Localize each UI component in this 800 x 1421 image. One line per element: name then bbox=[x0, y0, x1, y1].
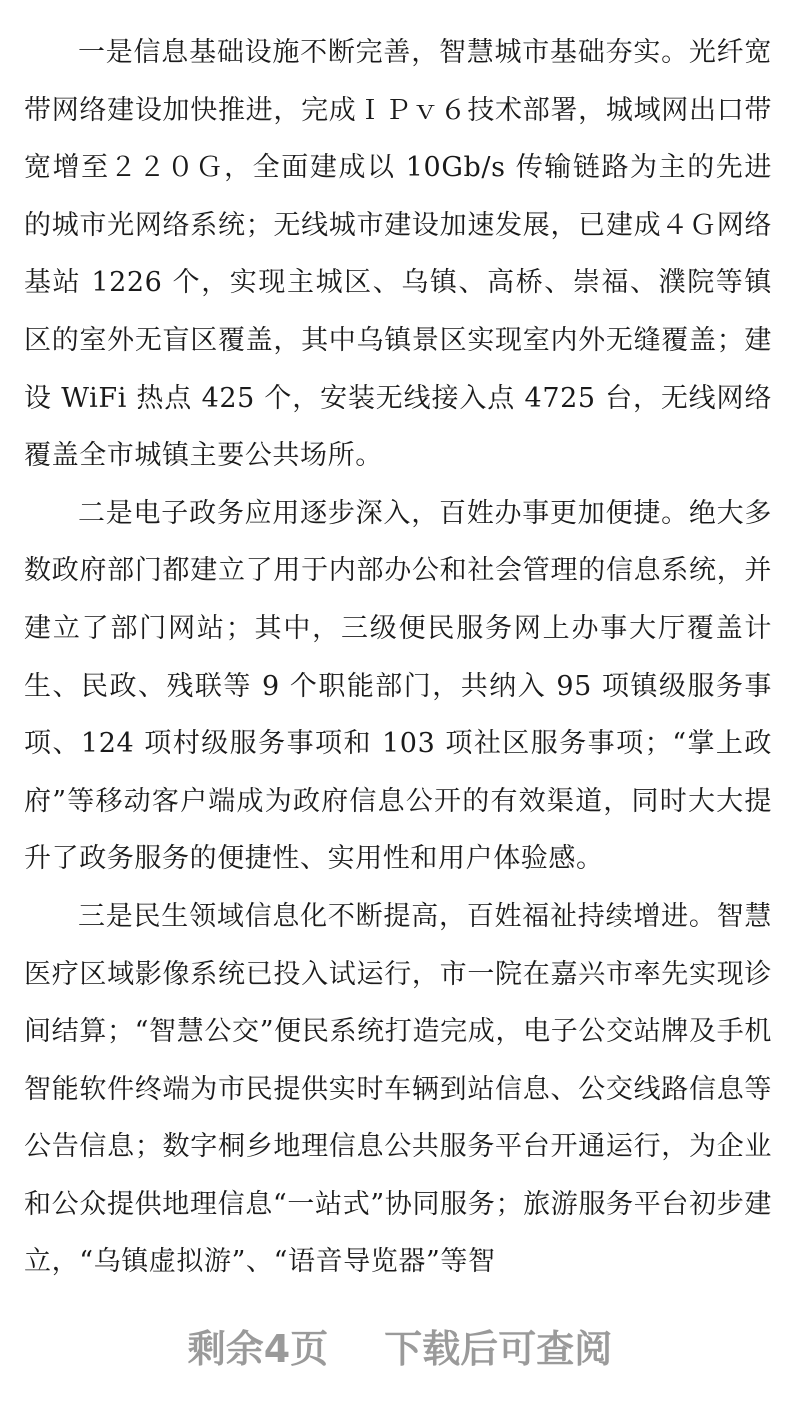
remaining-pages-label[interactable]: 剩余4页 bbox=[187, 1326, 329, 1371]
paragraph-livelihood: 三是民生领域信息化不断提高，百姓福祉持续增进。智慧医疗区域影像系统已投入试运行，市一院在嘉兴市率先实现诊间结算；“智慧公交”便民系统打造完成，电子公交站牌及手机智能软件终端为市民提供实时车辆到站信息、公交线路信息等公告信息；数字桐乡地理信息公共服务平台开通运行，为企业和公众提供地理信息“一站式”协同服务；旅游服务平台初步建立，“乌镇虚拟游”、“语音导览器”等智 bbox=[24, 900, 772, 1278]
download-prompt-banner[interactable] bbox=[0, 1315, 800, 1375]
paragraph-e-government: 二是电子政务应用逐步深入，百姓办事更加便捷。绝大多数政府部门都建立了用于内部办公和社会管理的信息系统，并建立了部门网站；其中，三级便民服务网上办事大厅覆盖计生、民政、残联等 9 个职能部门，共纳入 95 项镇级服务事项、124 项村级服务事项和 103 项社区服务事项；“掌上政府”等移动客户端成为政府信息公开的有效渠道，同时大大提升了政务服务的便捷性、实用性和用户体验感。 bbox=[24, 497, 772, 875]
paragraph-infrastructure: 一是信息基础设施不断完善，智慧城市基础夯实。光纤宽带网络建设加快推进，完成ＩＰｖ６技术部署，城域网出口带宽增至２２０Ｇ，全面建成以 10Gb/s 传输链路为主的先进的城市光网络系统；无线城市建设加速发展，已建成４Ｇ网络基站 1226 个，实现主城区、乌镇、高桥、崇福、濮院等镇区的室外无盲区覆盖，其中乌镇景区实现室内外无缝覆盖；建设 WiFi 热点 425 个，安装无线接入点 4725 台，无线网络覆盖全市城镇主要公共场所。 bbox=[24, 37, 772, 472]
download-to-view-label[interactable]: 下载后可查阅 bbox=[384, 1326, 613, 1371]
document-body bbox=[24, 24, 772, 1291]
